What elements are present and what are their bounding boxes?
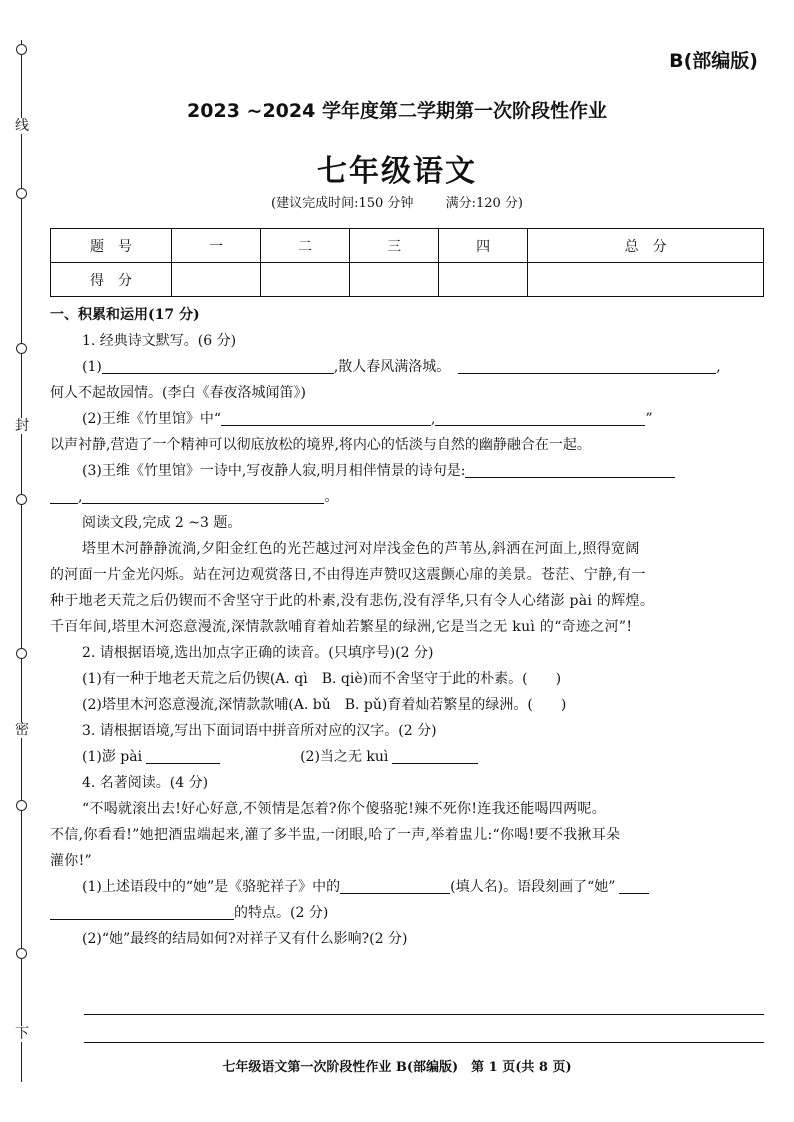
suggested-time: (建议完成时间:150 分钟 <box>271 196 414 211</box>
binding-char-mi: 密 <box>12 722 32 738</box>
question-3-items <box>50 744 765 770</box>
score-cell: 一 <box>172 229 261 263</box>
question-4: 4. 名著阅读。(4 分) <box>82 775 209 791</box>
binding-hole <box>16 648 27 659</box>
exam-title: 七年级语文 <box>317 154 477 189</box>
passage-line: 塔里木河静静流淌,夕阳金红色的光芒越过河对岸浅金色的芦苇丛,斜洒在河面上,照得宽阔 <box>82 541 640 557</box>
score-table <box>50 228 764 297</box>
passage-line: 的河面一片金光闪烁。站在河边观赏落日,不由得连声赞叹这震颤心扉的美景。苍茫、宁静,有一 <box>50 567 646 583</box>
score-input-cell[interactable] <box>439 263 528 297</box>
q1-2-close: ” <box>645 411 653 427</box>
section-heading: 一、积累和运用(17 分) <box>50 307 200 323</box>
answer-blank[interactable] <box>50 487 78 504</box>
binding-hole <box>16 44 27 55</box>
edition-label: B(部编版) <box>669 50 758 72</box>
score-cell: 四 <box>439 229 528 263</box>
question-1-2: (2)王维《竹里馆》中“ , ” <box>82 411 653 427</box>
question-1-3-cont: , 。 <box>50 484 765 510</box>
page-footer: 七年级语文第一次阶段性作业 B(部编版) 第 1 页(共 8 页) <box>222 1060 572 1075</box>
question-1-1-cont: 何人不起故园情。(李白《春夜洛城闻笛》) <box>50 385 306 401</box>
answer-line[interactable] <box>84 1014 764 1015</box>
score-table-score-row <box>51 263 764 297</box>
q3-1-label: (1)澎 pài <box>82 749 143 765</box>
exam-subtitle: 2023 ~2024 学年度第二学期第一次阶段性作业 <box>187 100 607 122</box>
answer-line[interactable] <box>84 1042 764 1043</box>
question-4-1-cont <box>50 900 765 926</box>
answer-blank[interactable] <box>392 747 478 764</box>
question-1-2-cont: 以声衬静,营造了一个精神可以彻底放松的境界,将内心的恬淡与自然的幽静融合在一起。 <box>50 437 591 453</box>
full-score: 满分:120 分) <box>445 196 523 211</box>
q4-1-text2: (填人名)。语段刻画了“她” <box>450 879 616 895</box>
score-table-header-row <box>51 229 764 263</box>
question-1: 1. 经典诗文默写。(6 分) <box>82 333 237 349</box>
answer-blank[interactable] <box>619 877 649 894</box>
q4-1-text3: 的特点。(2 分) <box>234 905 329 921</box>
q1-1-label: (1) <box>82 359 102 375</box>
score-input-cell[interactable] <box>261 263 350 297</box>
reading-intro: 阅读文段,完成 2 ~3 题。 <box>82 515 242 531</box>
answer-blank[interactable] <box>82 487 324 504</box>
quote-line: 不信,你看看!”她把酒盅端起来,灌了多半盅,一闭眼,哈了一声,举着盅儿:“你喝!要不我揪耳朵 <box>50 827 621 843</box>
question-2-2: (2)塔里木河恣意漫流,深情款款哺(A. bǔ B. pǔ)育着灿若繁星的绿洲。( ) <box>82 697 567 713</box>
answer-blank[interactable] <box>221 409 431 426</box>
question-1-1: (1) ,散人春风满洛城。 , <box>82 359 721 375</box>
score-cell: 得 分 <box>51 263 172 297</box>
answer-blank[interactable] <box>435 409 645 426</box>
binding-hole <box>16 494 27 505</box>
quote-line: 灌你!” <box>50 853 92 869</box>
score-cell: 总 分 <box>528 229 764 263</box>
score-input-cell[interactable] <box>528 263 764 297</box>
score-cell: 题 号 <box>51 229 172 263</box>
answer-blank[interactable] <box>340 877 450 894</box>
q4-1-text: (1)上述语段中的“她”是《骆驼祥子》中的 <box>82 879 341 895</box>
question-4-2: (2)“她”最终的结局如何?对祥子又有什么影响?(2 分) <box>82 931 408 947</box>
binding-char-xian: 线 <box>12 118 32 134</box>
question-3: 3. 请根据语境,写出下面词语中拼音所对应的汉字。(2 分) <box>82 723 437 739</box>
score-cell: 三 <box>350 229 439 263</box>
answer-blank[interactable] <box>146 747 220 764</box>
passage-line: 千百年间,塔里木河恣意漫流,深情款款哺育着灿若繁星的绿洲,它是当之无 kuì 的“奇迹之河”! <box>50 619 633 635</box>
answer-blank[interactable] <box>458 357 716 374</box>
question-2: 2. 请根据语境,选出加点字正确的读音。(只填序号)(2 分) <box>82 645 434 661</box>
question-4-1 <box>50 874 765 900</box>
score-input-cell[interactable] <box>172 263 261 297</box>
q1-3-end: 。 <box>324 489 339 505</box>
score-cell: 二 <box>261 229 350 263</box>
exam-content <box>50 302 765 952</box>
binding-hole <box>16 343 27 354</box>
q1-2-label: (2)王维《竹里馆》中“ <box>82 411 221 427</box>
exam-time-info <box>0 192 794 211</box>
question-1-3 <box>50 458 765 484</box>
answer-blank[interactable] <box>465 461 675 478</box>
q1-3-label: (3)王维《竹里馆》一诗中,写夜静人寂,明月相伴情景的诗句是: <box>82 463 466 479</box>
passage-line: 种于地老天荒之后仍锲而不舍坚守于此的朴素,没有悲伤,没有浮华,只有令人心绪澎 pài 的辉煌。 <box>50 593 655 609</box>
q3-2-label: (2)当之无 kuì <box>300 749 389 765</box>
score-input-cell[interactable] <box>350 263 439 297</box>
binding-hole <box>16 948 27 959</box>
answer-blank[interactable] <box>102 357 334 374</box>
binding-char-xia: 下 <box>12 1026 32 1042</box>
quote-line: “不喝就滚出去!好心好意,不领情是怎着?你个傻骆驼!辣不死你!连我还能喝四两呢。 <box>82 801 606 817</box>
binding-hole <box>16 800 27 811</box>
q1-1-text: ,散人春风满洛城。 <box>333 359 451 375</box>
question-2-1: (1)有一种于地老天荒之后仍锲(A. qì B. qiè)而不舍坚守于此的朴素。( ) <box>82 671 562 687</box>
binding-char-feng: 封 <box>12 418 32 434</box>
answer-blank[interactable] <box>50 903 234 920</box>
